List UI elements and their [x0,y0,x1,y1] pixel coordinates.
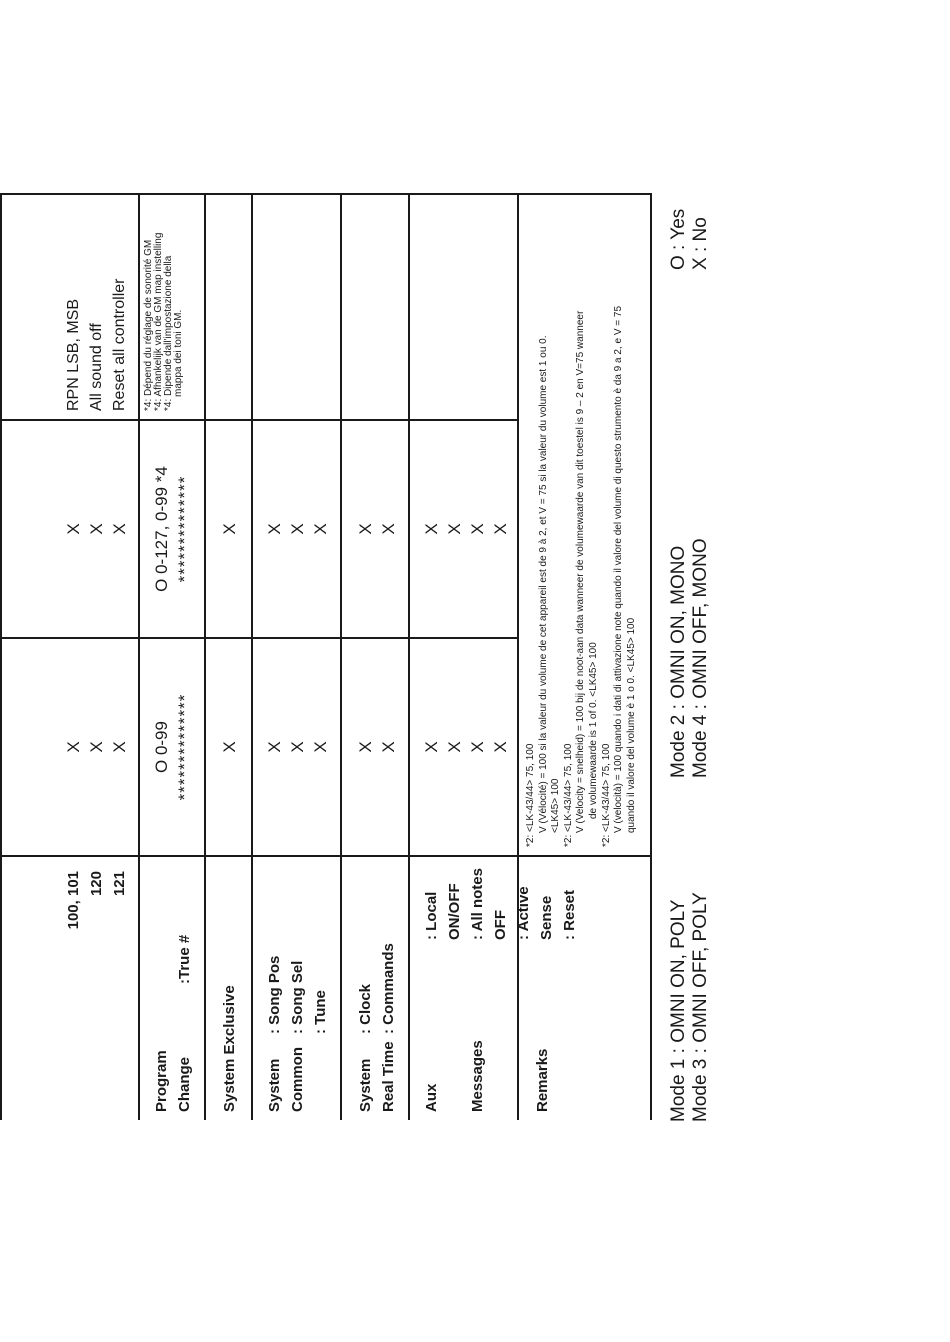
value-range: O 0-99 [152,721,171,773]
mark: X [220,523,239,535]
mark: X [288,741,307,753]
legend-yes: O : Yes [668,208,689,270]
recognized-marks [263,421,332,637]
remarks-text-cell [519,195,650,857]
transmitted-cell [206,639,251,857]
mode-1: Mode 1 : OMNI ON, POLY [668,899,689,1122]
remark-line: V (velocità) = 100 quando i dati di attivazione note quando il valore del volume di questo strumento è da 9 a 2, e V = 75 [613,305,625,833]
label-line: System [266,1058,283,1112]
remarks-cell [140,195,204,421]
recognized-values [150,421,196,637]
mark: X [379,523,398,535]
label-line: Common [289,1047,306,1112]
value-stars: ************** [175,475,194,583]
system-realtime-row [342,195,410,1120]
mode-2: Mode 2 : OMNI ON, MONO [668,545,689,778]
mark: X [422,523,441,535]
remarks-label: Remarks [534,1048,551,1112]
system-common-items [263,956,332,1034]
control-numbers [62,871,131,929]
item-clock: : Clock [357,983,374,1034]
note-line: mappa dei toni GM. [173,309,184,397]
number-100-101: 100, 101 [65,871,82,930]
remarks-cell [253,195,340,421]
system-exclusive-label: System Exclusive [221,985,238,1112]
messages-label: Messages [469,1040,486,1112]
recognized-cell [410,421,517,639]
mark: X [265,741,284,753]
remarks-cell [342,195,408,421]
label-line: Change [176,1056,193,1112]
remark-line: quando il valore del volume è 1 o 0. <LK45> 100 [625,617,637,833]
remarks-cell [2,195,138,421]
item-all-notes-off: : All notes OFF [469,868,509,940]
function-cell [519,857,650,1120]
control-change-tail-row [2,195,140,1120]
mark: X [356,741,375,753]
mode-3: Mode 3 : OMNI OFF, POLY [690,892,711,1122]
transmitted-values [150,639,196,855]
midi-implementation-chart [0,193,652,1120]
remark-line: <LK45> 100 [550,778,562,833]
mark: X [311,741,330,753]
mark: X [445,741,464,753]
remark-line: V (Vélocité) = 100 si la valeur du volume de cet appareil est de 9 à 2, et V = 75 si la valeur du volume est 1 ou 0. [537,335,549,833]
program-change-notes [144,199,184,411]
mark: X [87,523,106,535]
mark: X [220,741,239,753]
mark: X [87,741,106,753]
item-commands: : Commands [380,943,397,1034]
mark: X [491,741,510,753]
item-song-pos: : Song Pos [266,955,283,1034]
remark-line: *2: <LK-43/44> 75, 100 [600,743,612,847]
aux-label: Aux [423,1083,440,1112]
value-stars: ************** [175,693,194,801]
transmitted-marks [420,639,512,855]
legend-no: X : No [690,217,711,270]
recognized-marks [420,421,512,637]
mark: X [288,523,307,535]
mark: X [468,741,487,753]
system-realtime-label [354,1041,400,1112]
item-local-on-off: : Local ON/OFF [423,883,463,940]
system-common-row [253,195,342,1120]
mark: X [311,523,330,535]
remark-all-sound-off: All sound off [88,323,105,411]
item-song-sel: : Song Sel [289,960,306,1034]
modes-middle [668,538,712,778]
function-cell [2,857,138,1120]
remarks-cell [206,195,251,421]
remarks-row [519,195,650,1120]
label-line: Real Time [380,1041,397,1112]
label-line: Program [153,1050,170,1112]
number-121: 121 [111,871,128,897]
note-line: *4: Afhankelijk van de GM map instelling [153,232,164,411]
true-number-label: :True # [176,934,193,984]
mark: X [110,523,129,535]
function-cell [206,857,251,1120]
value-range: O 0-127, 0-99 *4 [152,466,171,592]
mark: X [445,523,464,535]
modes-left [668,892,712,1122]
remark-line: *2: <LK-43/44> 75, 100 [525,743,536,847]
recognized-cell [140,421,204,639]
mark: X [265,523,284,535]
transmitted-cell [253,639,340,857]
system-realtime-items [354,943,400,1034]
mark: X [468,523,487,535]
note-line: *4: Dipende dall'impostazione della [163,255,174,411]
recognized-cell [206,421,251,639]
remarks-notes [525,199,638,847]
transmitted-cell [140,639,204,857]
mark: X [491,523,510,535]
item-active-sense: : Active Sense [515,886,555,940]
remark-line: V (Velocity = snelheid) = 100 bij de noot-aan data wanneer de volumewaarde van dit toestel is 9 – 2 en V=75 wanneer [575,310,587,833]
program-change-label [150,1050,196,1112]
item-tune: : Tune [312,990,329,1034]
yes-no-legend [668,209,712,270]
remarks-text [62,279,131,412]
system-exclusive-row [206,195,253,1120]
transmitted-cell [2,639,138,857]
remarks-cell [410,195,517,421]
function-cell [253,857,340,1120]
remark-line: *2: <LK-43/44> 75, 100 [562,743,574,847]
mark: X [379,741,398,753]
remark-reset-all-controller: Reset all controller [111,278,128,411]
mark: X [110,741,129,753]
function-cell [342,857,408,1120]
item-reset: : Reset [561,889,578,940]
mark: X [64,741,83,753]
transmitted-cell [342,639,408,857]
function-cell [140,857,204,1120]
transmitted-marks [263,639,332,855]
transmitted-marks [62,639,131,855]
recognized-marks [62,421,131,637]
number-120: 120 [88,871,105,897]
mode-4: Mode 4 : OMNI OFF, MONO [690,538,711,778]
recognized-cell [2,421,138,639]
mark: X [356,523,375,535]
system-common-label [263,1047,309,1112]
mark: X [64,523,83,535]
label-line: System [357,1058,374,1112]
transmitted-marks [354,639,400,855]
note-line: *4: Dépend du réglage de sonorité GM [143,239,154,411]
recognized-cell [342,421,408,639]
recognized-cell [253,421,340,639]
program-change-row [140,195,206,1120]
remark-line: de volumewaarde is 1 of 0. <LK45> 100 [587,642,599,819]
mark: X [422,741,441,753]
remark-rpn: RPN LSB, MSB [65,298,82,411]
recognized-marks [354,421,400,637]
transmitted-cell [410,639,517,857]
